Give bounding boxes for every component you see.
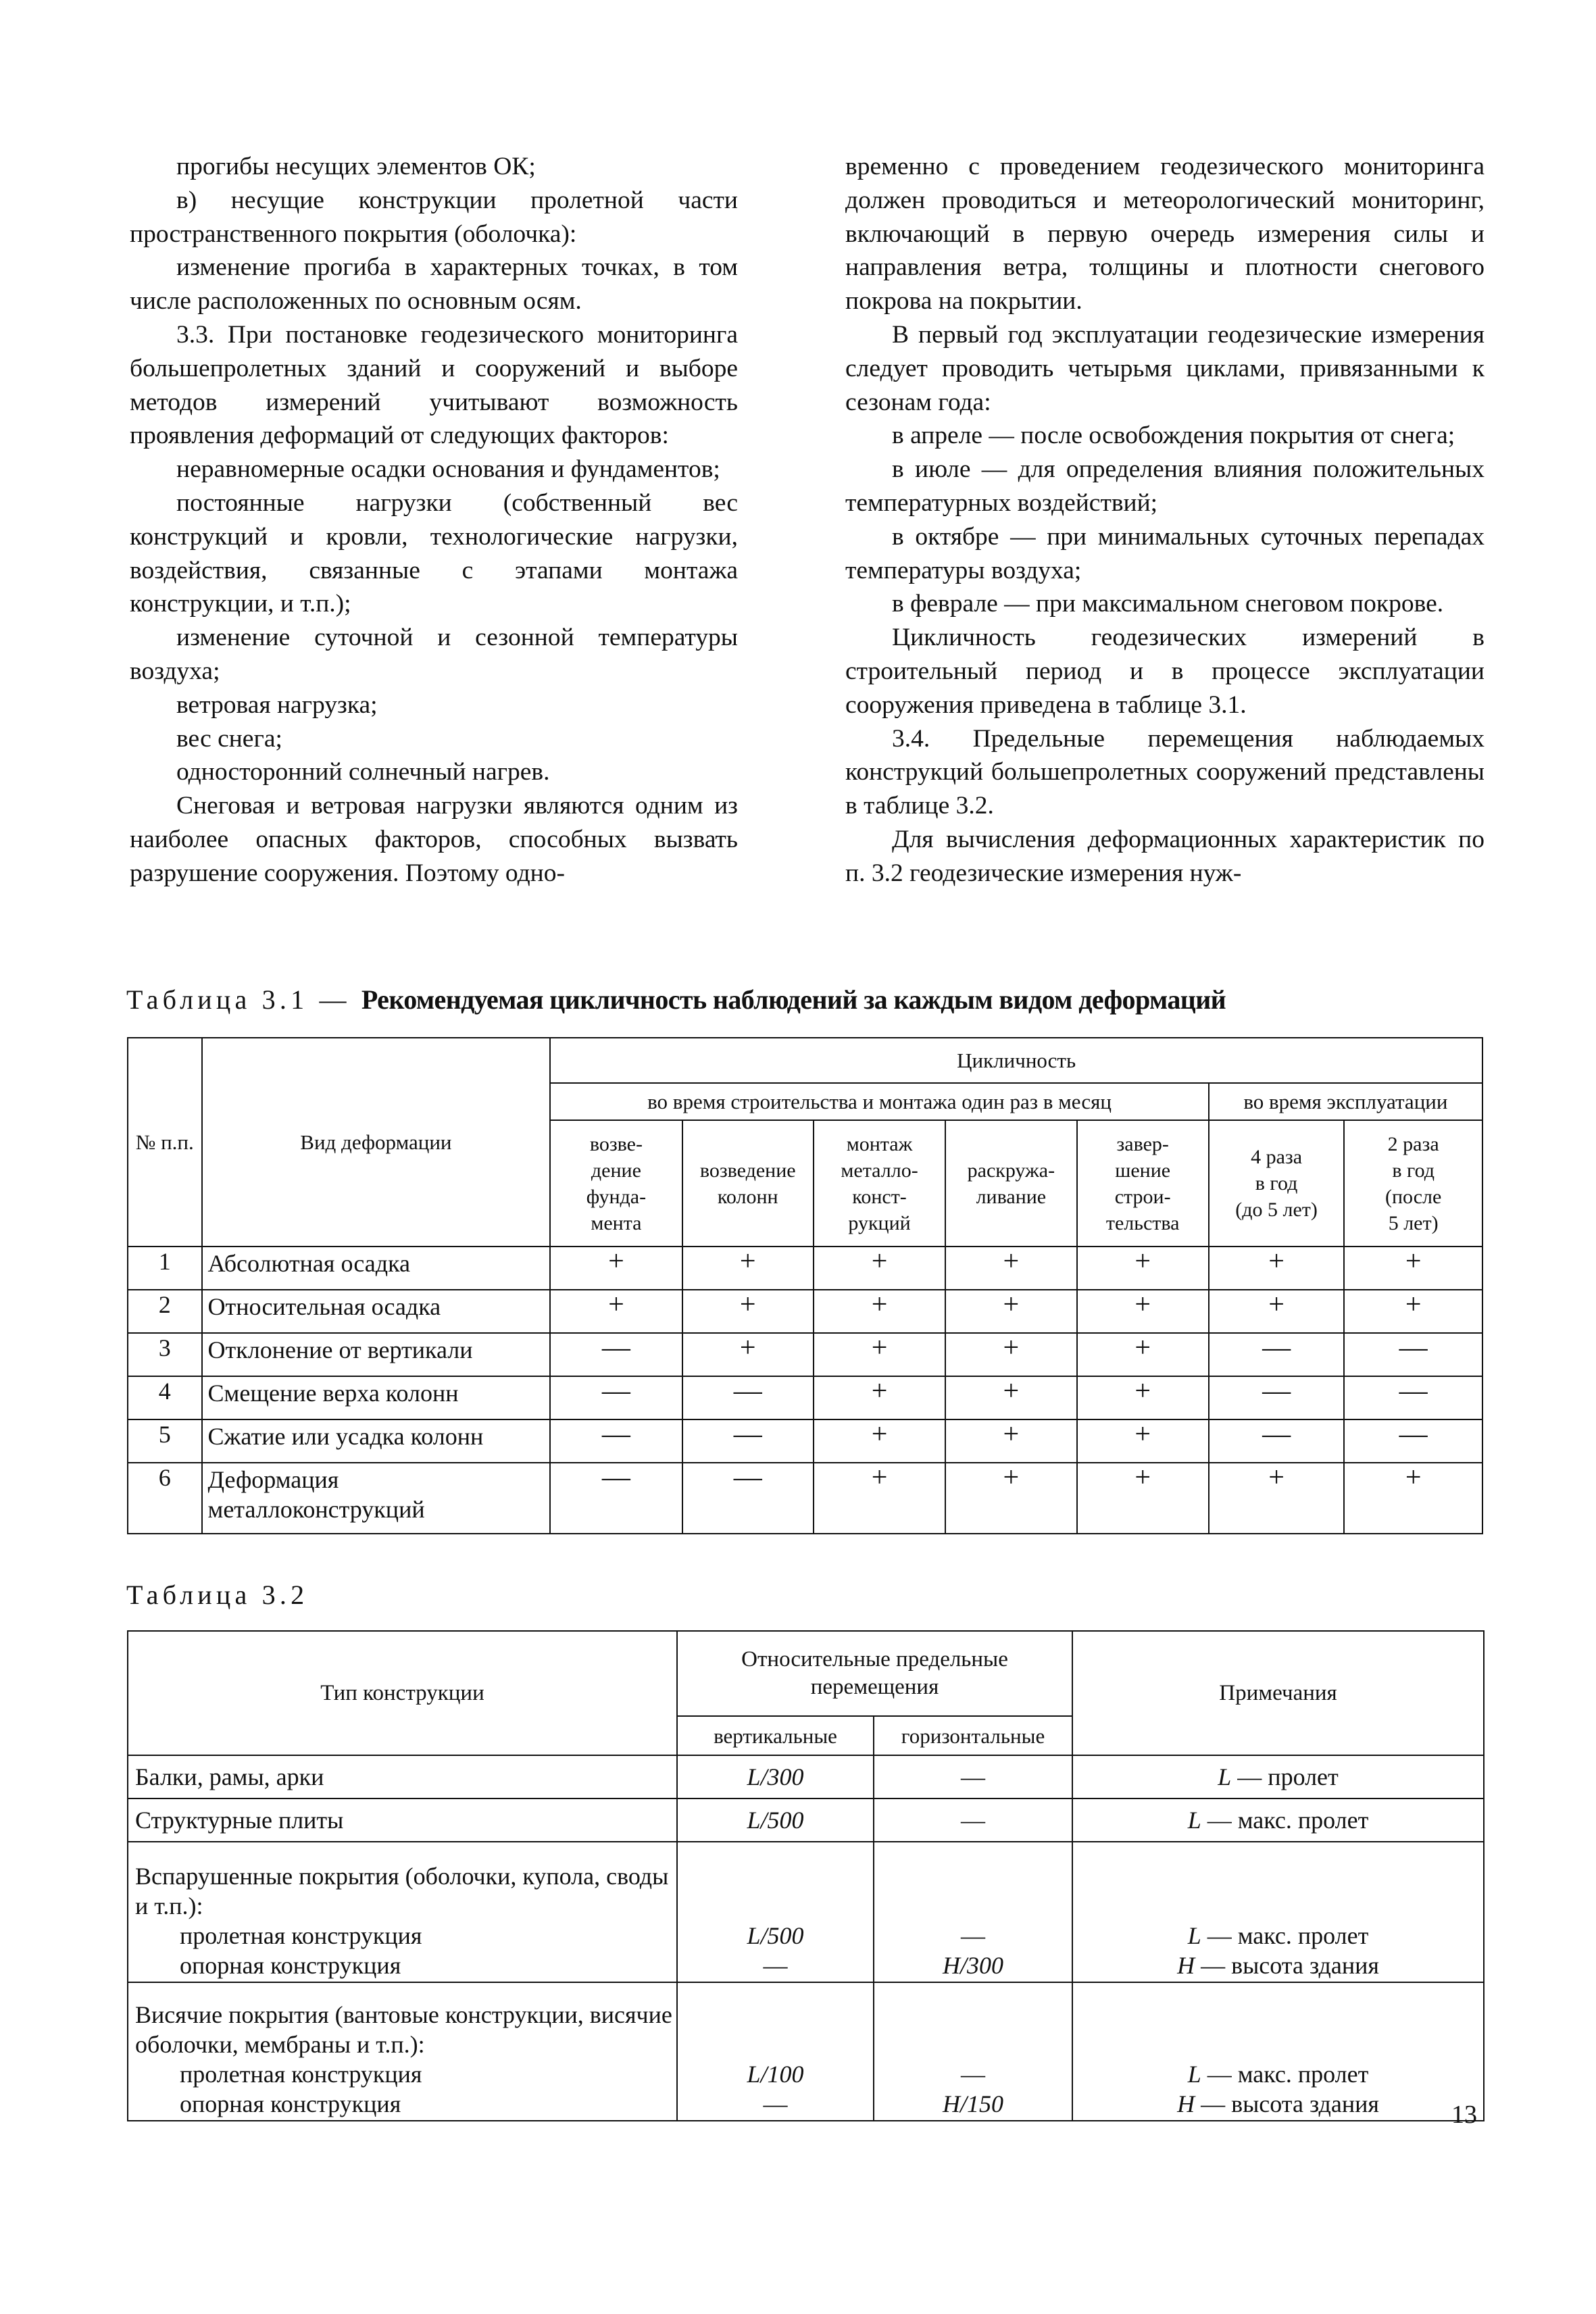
deformation-name-cell: Относительная осадка — [202, 1290, 551, 1333]
cyclicity-mark-cell: — — [550, 1376, 682, 1419]
cyclicity-mark-cell: — — [550, 1333, 682, 1376]
paragraph: изменение прогиба в характерных точках, в том числе расположенных по основным осям. — [130, 253, 738, 316]
paragraph: 3.4. Предельные перемещения наблюдаемых конструкций большепролетных сооружений представлены в таблице 3.2. — [845, 724, 1485, 820]
left-text-column — [130, 150, 738, 890]
paragraph: 3.3. При постановке геодезического мониторинга большепролетных зданий и сооружений и выборе методов измерений учитывают возможность проявления деформаций от следующих факторов: — [130, 320, 738, 450]
paragraph: в апреле — после освобождения покрытия от снега; — [892, 422, 1455, 450]
table-3-2 — [127, 1630, 1485, 2121]
row-number-cell: 2 — [128, 1290, 202, 1333]
paragraph: Цикличность геодезических измерений в строительный период и в процессе эксплуатации сооружения приведена в таблице 3.1. — [845, 624, 1485, 719]
cyclicity-mark-cell: + — [550, 1290, 682, 1333]
group-subitem: пролетная конструкция — [180, 2061, 422, 2088]
vertical-value: L/100 — [747, 2061, 804, 2088]
cyclicity-mark-cell: + — [1077, 1419, 1209, 1463]
deformation-name-cell: Деформация металлоконструкций — [202, 1463, 551, 1534]
header-notes: Примечания — [1072, 1631, 1484, 1755]
deformation-name-cell: Сжатие или усадка колонн — [202, 1419, 551, 1463]
horizontal-cell: — — [874, 1799, 1072, 1842]
table-3-2-caption-label: Таблица 3.2 — [126, 1580, 309, 1610]
table-row — [128, 1799, 1484, 1842]
table-row-group — [128, 1982, 1484, 2121]
cyclicity-mark-cell: + — [814, 1290, 945, 1333]
cyclicity-mark-cell: + — [682, 1333, 814, 1376]
row-number-cell: 5 — [128, 1419, 202, 1463]
group-subitem: опорная конструкция — [180, 2090, 401, 2117]
paragraph: постоянные нагрузки (собственный вес конструкций и кровли, технологические нагрузки, воздействия, связанные с этапами монтажа конструкции, и т.п.); — [130, 488, 738, 618]
paragraph: прогибы несущих элементов ОК; — [176, 153, 536, 180]
table-3-1 — [127, 1037, 1483, 1534]
paragraph: В первый год эксплуатации геодезические измерения следует проводить четырьмя циклами, привязанными к сезонам года: — [845, 320, 1485, 416]
table-3-1-caption — [126, 984, 1226, 1016]
cyclicity-mark-cell: — — [1209, 1419, 1344, 1463]
table-3-2-header-row-1 — [128, 1631, 1484, 1716]
note-value: H — высота здания — [1177, 1952, 1379, 1979]
header-horizontal: горизонтальные — [874, 1716, 1072, 1755]
cyclicity-mark-cell: + — [945, 1247, 1076, 1290]
cyclicity-mark-cell: + — [1077, 1247, 1209, 1290]
subheader-cell: монтаж металло- конст- рукций — [814, 1120, 945, 1247]
cyclicity-mark-cell: — — [1209, 1333, 1344, 1376]
row-number-cell: 6 — [128, 1463, 202, 1534]
construction-type-cell: Структурные плиты — [128, 1799, 677, 1842]
table-3-1-header-row-1 — [128, 1038, 1482, 1083]
right-text-column — [845, 150, 1485, 890]
paragraph: односторонний солнечный нагрев. — [176, 758, 550, 786]
horizontal-cell — [874, 1982, 1072, 2121]
group-title: Висячие покрытия (вантовые конструкции, висячие оболочки, мембраны и т.п.): — [135, 2001, 672, 2058]
row-number-cell: 3 — [128, 1333, 202, 1376]
table-row — [128, 1333, 1482, 1376]
table-3-1-caption-label: Таблица 3.1 — — [126, 984, 361, 1015]
cyclicity-mark-cell: — — [682, 1463, 814, 1534]
header-number: № п.п. — [128, 1038, 202, 1247]
cyclicity-mark-cell: + — [814, 1376, 945, 1419]
table-3-2-caption — [126, 1579, 308, 1611]
cyclicity-mark-cell: + — [682, 1290, 814, 1333]
construction-group-cell — [128, 1842, 677, 1982]
table-row — [128, 1755, 1484, 1799]
cyclicity-mark-cell: — — [1344, 1333, 1482, 1376]
header-operation-period: во время эксплуатации — [1209, 1083, 1482, 1120]
construction-type-cell: Балки, рамы, арки — [128, 1755, 677, 1799]
cyclicity-mark-cell: — — [1209, 1376, 1344, 1419]
note-value: L — макс. пролет — [1187, 2061, 1369, 2088]
vertical-cell: L/500 — [677, 1799, 874, 1842]
vertical-cell — [677, 1982, 874, 2121]
vertical-cell: L/300 — [677, 1755, 874, 1799]
note-value: H — высота здания — [1177, 2090, 1379, 2117]
cyclicity-mark-cell: + — [1209, 1290, 1344, 1333]
vertical-cell — [677, 1842, 874, 1982]
paragraph: Для вычисления деформационных характеристик по п. 3.2 геодезические измерения нуж- — [845, 825, 1485, 887]
deformation-name-cell: Отклонение от вертикали — [202, 1333, 551, 1376]
table-row — [128, 1247, 1482, 1290]
cyclicity-mark-cell: + — [814, 1333, 945, 1376]
vertical-value: L/500 — [747, 1922, 804, 1949]
cyclicity-mark-cell: — — [1344, 1376, 1482, 1419]
cyclicity-mark-cell: + — [1209, 1463, 1344, 1534]
cyclicity-mark-cell: + — [1209, 1247, 1344, 1290]
cyclicity-mark-cell: — — [682, 1376, 814, 1419]
subheader-cell: возве- дение фунда- мента — [550, 1120, 682, 1247]
subheader-cell: 2 раза в год (после 5 лет) — [1344, 1120, 1482, 1247]
paragraph: ветровая нагрузка; — [176, 690, 378, 719]
paragraph: вес снега; — [176, 724, 282, 753]
table-row — [128, 1463, 1482, 1534]
paragraph: в феврале — при максимальном снеговом покрове. — [892, 590, 1444, 618]
group-subitem: опорная конструкция — [180, 1952, 401, 1979]
deformation-name-cell: Абсолютная осадка — [202, 1247, 551, 1290]
header-cyclicity: Цикличность — [550, 1038, 1482, 1083]
subheader-cell: 4 раза в год (до 5 лет) — [1209, 1120, 1344, 1247]
paragraph: изменение суточной и сезонной температуры воздуха; — [130, 624, 738, 685]
note-value: L — макс. пролет — [1187, 1922, 1369, 1949]
note-cell — [1072, 1842, 1484, 1982]
vertical-value: — — [763, 2090, 788, 2117]
cyclicity-mark-cell: + — [550, 1247, 682, 1290]
paragraph: временно с проведением геодезического мониторинга должен проводиться и метеорологический мониторинг, включающий в первую очередь измерения силы и направления ветра, толщины и плотности снегового покрова на покрытии. — [845, 153, 1485, 316]
cyclicity-mark-cell: + — [814, 1247, 945, 1290]
cyclicity-mark-cell: + — [945, 1290, 1076, 1333]
paragraph: Снеговая и ветровая нагрузки являются одним из наиболее опасных факторов, способных вызвать разрушение сооружения. Поэтому одно- — [130, 792, 738, 887]
table-3-1-body — [128, 1247, 1482, 1534]
subheader-cell: возведение колонн — [682, 1120, 814, 1247]
header-deformation-type: Вид деформации — [202, 1038, 551, 1247]
paragraph: в) несущие конструкции пролетной части пространственного покрытия (оболочка): — [130, 186, 738, 248]
cyclicity-mark-cell: + — [945, 1376, 1076, 1419]
horizontal-cell — [874, 1842, 1072, 1982]
note-cell — [1072, 1982, 1484, 2121]
cyclicity-mark-cell: + — [945, 1419, 1076, 1463]
horizontal-value: H/150 — [943, 2090, 1003, 2117]
table-row — [128, 1419, 1482, 1463]
subheader-cell: завер- шение строи- тельства — [1077, 1120, 1209, 1247]
cyclicity-mark-cell: + — [682, 1247, 814, 1290]
note-cell: L — пролет — [1072, 1755, 1484, 1799]
note-cell: L — макс. пролет — [1072, 1799, 1484, 1842]
cyclicity-mark-cell: + — [1344, 1247, 1482, 1290]
table-row-group — [128, 1842, 1484, 1982]
horizontal-value: — — [961, 2061, 985, 2088]
horizontal-value: — — [961, 1922, 985, 1949]
header-relative-displacements: Относительные предельные перемещения — [677, 1631, 1072, 1716]
cyclicity-mark-cell: — — [682, 1419, 814, 1463]
group-title: Вспарушенные покрытия (оболочки, купола, своды и т.п.): — [135, 1863, 669, 1919]
header-construction-period: во время строительства и монтажа один раз в месяц — [550, 1083, 1209, 1120]
table-row — [128, 1376, 1482, 1419]
cyclicity-mark-cell: + — [1077, 1333, 1209, 1376]
table-row — [128, 1290, 1482, 1333]
paragraph: неравномерные осадки основания и фундаментов; — [176, 455, 720, 484]
cyclicity-mark-cell: — — [550, 1419, 682, 1463]
cyclicity-mark-cell: + — [1344, 1290, 1482, 1333]
cyclicity-mark-cell: — — [550, 1463, 682, 1534]
row-number-cell: 1 — [128, 1247, 202, 1290]
cyclicity-mark-cell: + — [814, 1463, 945, 1534]
cyclicity-mark-cell: + — [1077, 1376, 1209, 1419]
paragraph: в октябре — при минимальных суточных перепадах температуры воздуха; — [845, 522, 1485, 584]
cyclicity-mark-cell: + — [1344, 1463, 1482, 1534]
cyclicity-mark-cell: + — [945, 1333, 1076, 1376]
row-number-cell: 4 — [128, 1376, 202, 1419]
cyclicity-mark-cell: + — [1077, 1463, 1209, 1534]
paragraph: в июле — для определения влияния положительных температурных воздействий; — [845, 455, 1485, 517]
page-number: 13 — [1451, 2101, 1477, 2129]
cyclicity-mark-cell: + — [945, 1463, 1076, 1534]
subheader-cell: раскружа- ливание — [945, 1120, 1076, 1247]
header-vertical: вертикальные — [677, 1716, 874, 1755]
vertical-value: — — [763, 1952, 788, 1979]
horizontal-value: H/300 — [943, 1952, 1003, 1979]
deformation-name-cell: Смещение верха колонн — [202, 1376, 551, 1419]
cyclicity-mark-cell: + — [814, 1419, 945, 1463]
cyclicity-mark-cell: + — [1077, 1290, 1209, 1333]
header-construction-type: Тип конструкции — [128, 1631, 677, 1755]
table-3-1-caption-title: Рекомендуемая цикличность наблюдений за каждым видом деформаций — [361, 984, 1226, 1015]
cyclicity-mark-cell: — — [1344, 1419, 1482, 1463]
group-subitem: пролетная конструкция — [180, 1922, 422, 1949]
horizontal-cell: — — [874, 1755, 1072, 1799]
construction-group-cell — [128, 1982, 677, 2121]
